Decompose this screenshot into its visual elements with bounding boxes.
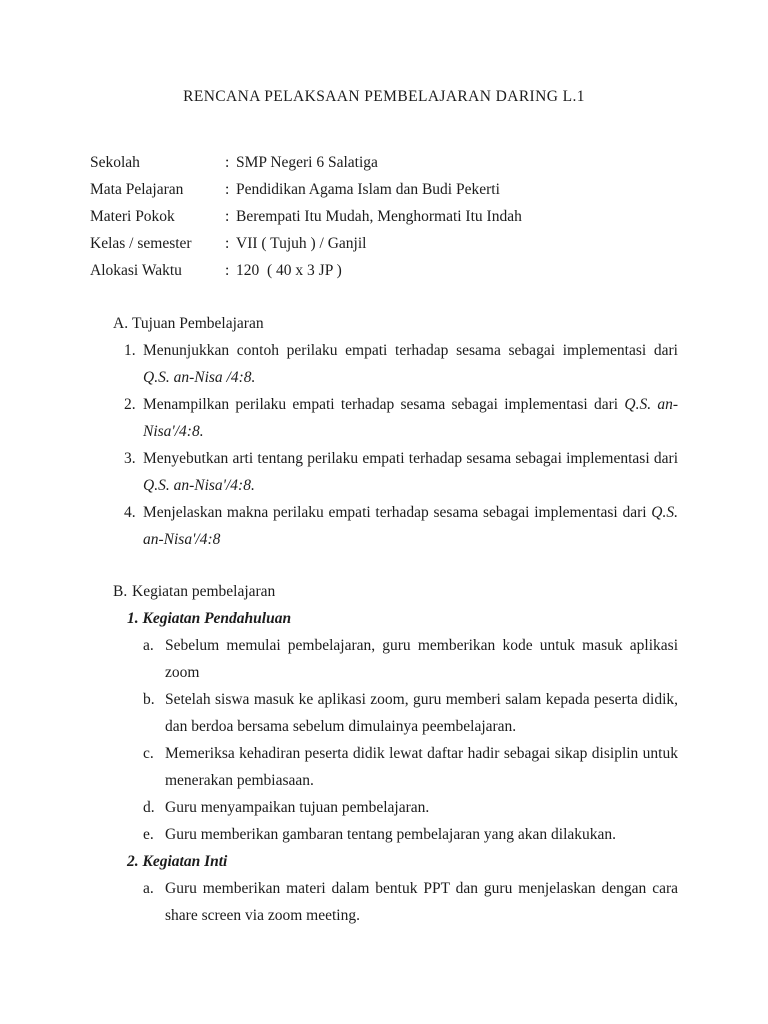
metadata-separator: : [225,262,230,279]
activity-item [143,740,678,794]
objective-body: Menyebutkan arti tentang perilaku empati terhadap sesama sebagai implementasi dari [143,450,678,467]
objective-number: 4. [124,504,136,521]
metadata-value: VII ( Tujuh ) / Ganjil [236,235,367,252]
activity-text: Memeriksa kehadiran peserta didik lewat daftar hadir sebagai sikap disiplin untuk menerakan pembiasaan. [165,745,678,789]
activity-text: Sebelum memulai pembelajaran, guru memberikan kode untuk masuk aplikasi zoom [165,637,678,681]
metadata-row-sekolah [90,149,768,176]
activity-text: Setelah siswa masuk ke aplikasi zoom, guru memberi salam kepada peserta didik, dan berdoa bersama sebelum dimulainya peembelajaran. [165,691,678,735]
quran-reference: Q.S. an-Nisa'/4:8. [143,477,255,494]
activity-item [143,875,678,929]
objective-item [124,337,678,391]
objective-number: 1. [124,342,136,359]
objective-item [124,391,678,445]
section-title: Tujuan Pembelajaran [132,315,264,332]
activity-letter: e. [143,826,154,843]
metadata-value: 120 ( 40 x 3 JP ) [236,262,342,279]
document-title: RENCANA PELAKSAAN PEMBELAJARAN DARING L.1 [183,88,585,105]
activity-letter: c. [143,745,154,762]
metadata-label: Sekolah [90,154,140,171]
subsection-kegiatan-pendahuluan-title: 1. Kegiatan Pendahuluan [127,610,292,627]
objective-text [143,337,678,391]
metadata-separator: : [225,154,230,171]
metadata-row-materi-pokok [90,203,768,230]
quran-reference: Q.S. an-Nisa /4:8. [143,369,256,386]
activity-text: Guru memberikan gambaran tentang pembelajaran yang akan dilakukan. [165,826,617,843]
section-kegiatan-pembelajaran [0,578,768,929]
metadata-value: SMP Negeri 6 Salatiga [236,154,378,171]
section-tujuan-pembelajaran [0,310,768,553]
metadata-label: Alokasi Waktu [90,262,182,279]
objective-text [143,499,678,553]
metadata-row-mata-pelajaran [90,176,768,203]
section-b-heading [113,578,768,605]
metadata-label: Mata Pelajaran [90,181,184,198]
activity-letter: a. [143,637,154,654]
activity-text: Guru menyampaikan tujuan pembelajaran. [165,799,430,816]
metadata-separator: : [225,181,230,198]
objective-text [143,445,678,499]
objective-text [143,391,678,445]
metadata-block [90,149,768,284]
metadata-label: Kelas / semester [90,235,192,252]
objective-item [124,445,678,499]
activity-item [143,632,678,686]
activities-list-inti [143,875,678,929]
section-letter: A. [113,315,129,332]
quran-reference: Q.S. an-Nisa'/4:8 [143,504,678,548]
objective-body: Menunjukkan contoh perilaku empati terhadap sesama sebagai implementasi dari [143,342,678,359]
objective-body: Menampilkan perilaku empati terhadap sesama sebagai implementasi dari [143,396,625,413]
metadata-value: Berempati Itu Mudah, Menghormati Itu Indah [236,208,522,225]
activity-letter: b. [143,691,155,708]
objectives-list [124,337,678,553]
section-a-heading [113,310,768,337]
subsection-kegiatan-inti-title: 2. Kegiatan Inti [127,853,228,870]
activity-letter: d. [143,799,155,816]
objective-body: Menjelaskan makna perilaku empati terhadap sesama sebagai implementasi dari [143,504,652,521]
objective-item [124,499,678,553]
objective-number: 3. [124,450,136,467]
activities-list-pendahuluan [143,632,678,848]
activity-item [143,821,678,848]
activity-letter: a. [143,880,154,897]
activity-item [143,794,678,821]
metadata-row-kelas-semester [90,230,768,257]
metadata-label: Materi Pokok [90,208,175,225]
metadata-separator: : [225,208,230,225]
section-letter: B. [113,583,128,600]
quran-reference: Q.S. an-Nisa'/4:8. [143,396,678,440]
metadata-row-alokasi-waktu [90,257,768,284]
activity-item [143,686,678,740]
metadata-value: Pendidikan Agama Islam dan Budi Pekerti [236,181,500,198]
section-title: Kegiatan pembelajaran [132,583,276,600]
objective-number: 2. [124,396,136,413]
activity-text: Guru memberikan materi dalam bentuk PPT dan guru menjelaskan dengan cara share screen via zoom meeting. [165,880,678,924]
metadata-separator: : [225,235,230,252]
